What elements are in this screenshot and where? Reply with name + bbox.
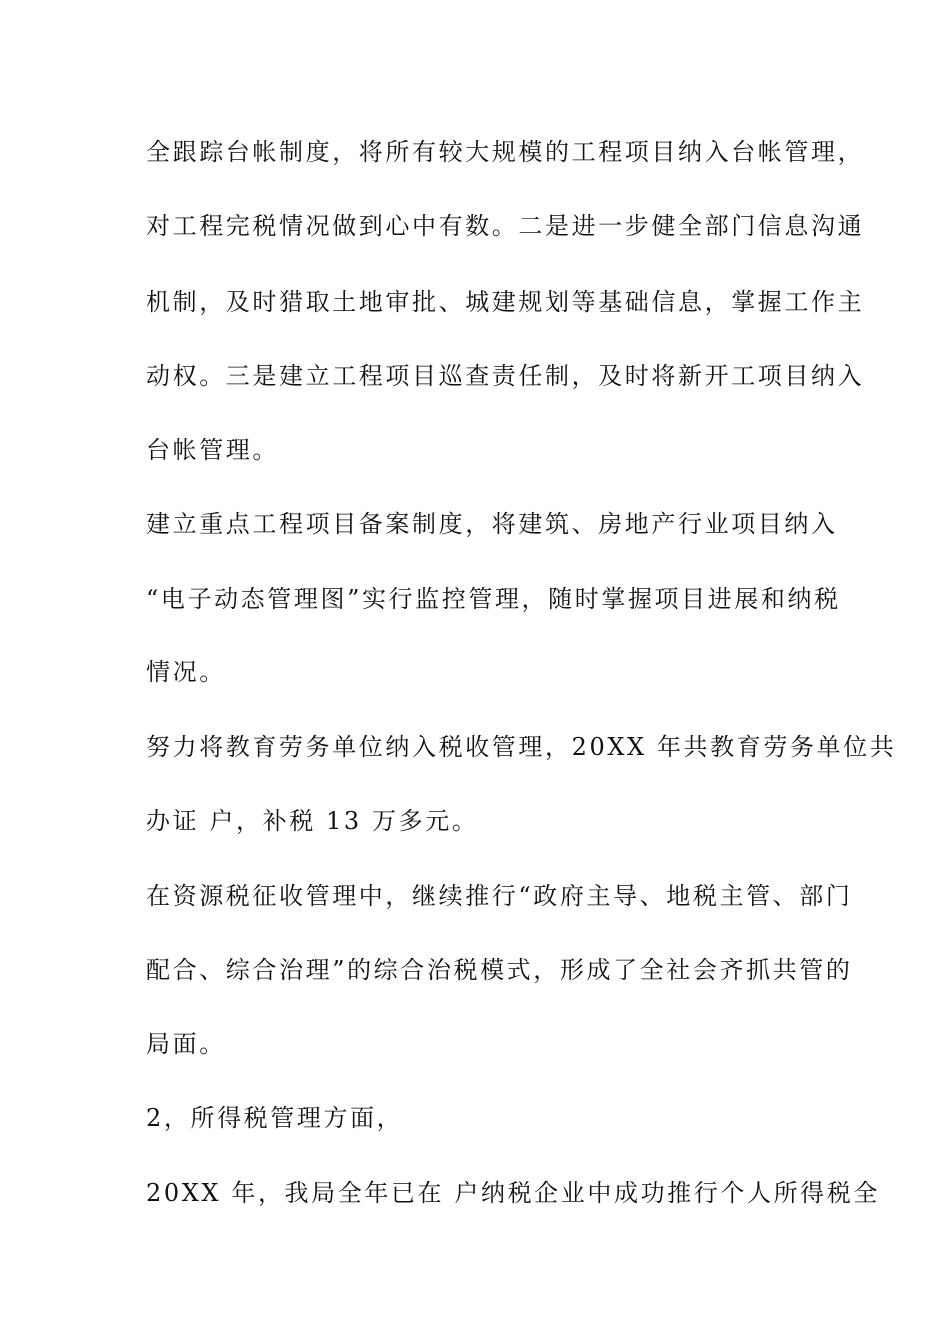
text-line: 台帐管理。: [146, 436, 279, 464]
text-line: 全跟踪台帐制度，将所有较大规模的工程项目纳入台帐管理，: [146, 138, 865, 166]
text-line: 建立重点工程项目备案制度，将建筑、房地产行业项目纳入: [146, 510, 838, 538]
text-line: 机制，及时猎取土地审批、城建规划等基础信息，掌握工作主: [146, 288, 865, 316]
text-line: 情况。: [146, 658, 226, 686]
text-line: 对工程完税情况做到心中有数。二是进一步健全部门信息沟通: [146, 212, 865, 240]
text-line: 在资源税征收管理中，继续推行“政府主导、地税主管、部门: [146, 882, 853, 910]
text-line: “电子动态管理图”实行监控管理，随时掌握项目进展和纳税: [146, 585, 841, 613]
text-line: 努力将教育劳务单位纳入税收管理，20XX 年共教育劳务单位共: [146, 733, 897, 761]
text-line: 2，所得税管理方面，: [146, 1104, 404, 1132]
text-line: 配合、综合治理”的综合治税模式，形成了全社会齐抓共管的: [146, 956, 853, 984]
text-line: 办证 户，补税 13 万多元。: [146, 807, 479, 835]
text-line: 动权。三是建立工程项目巡查责任制，及时将新开工项目纳入: [146, 362, 865, 390]
text-line: 局面。: [146, 1030, 226, 1058]
text-line: 20XX 年，我局全年已在 户纳税企业中成功推行个人所得税全: [146, 1179, 880, 1207]
